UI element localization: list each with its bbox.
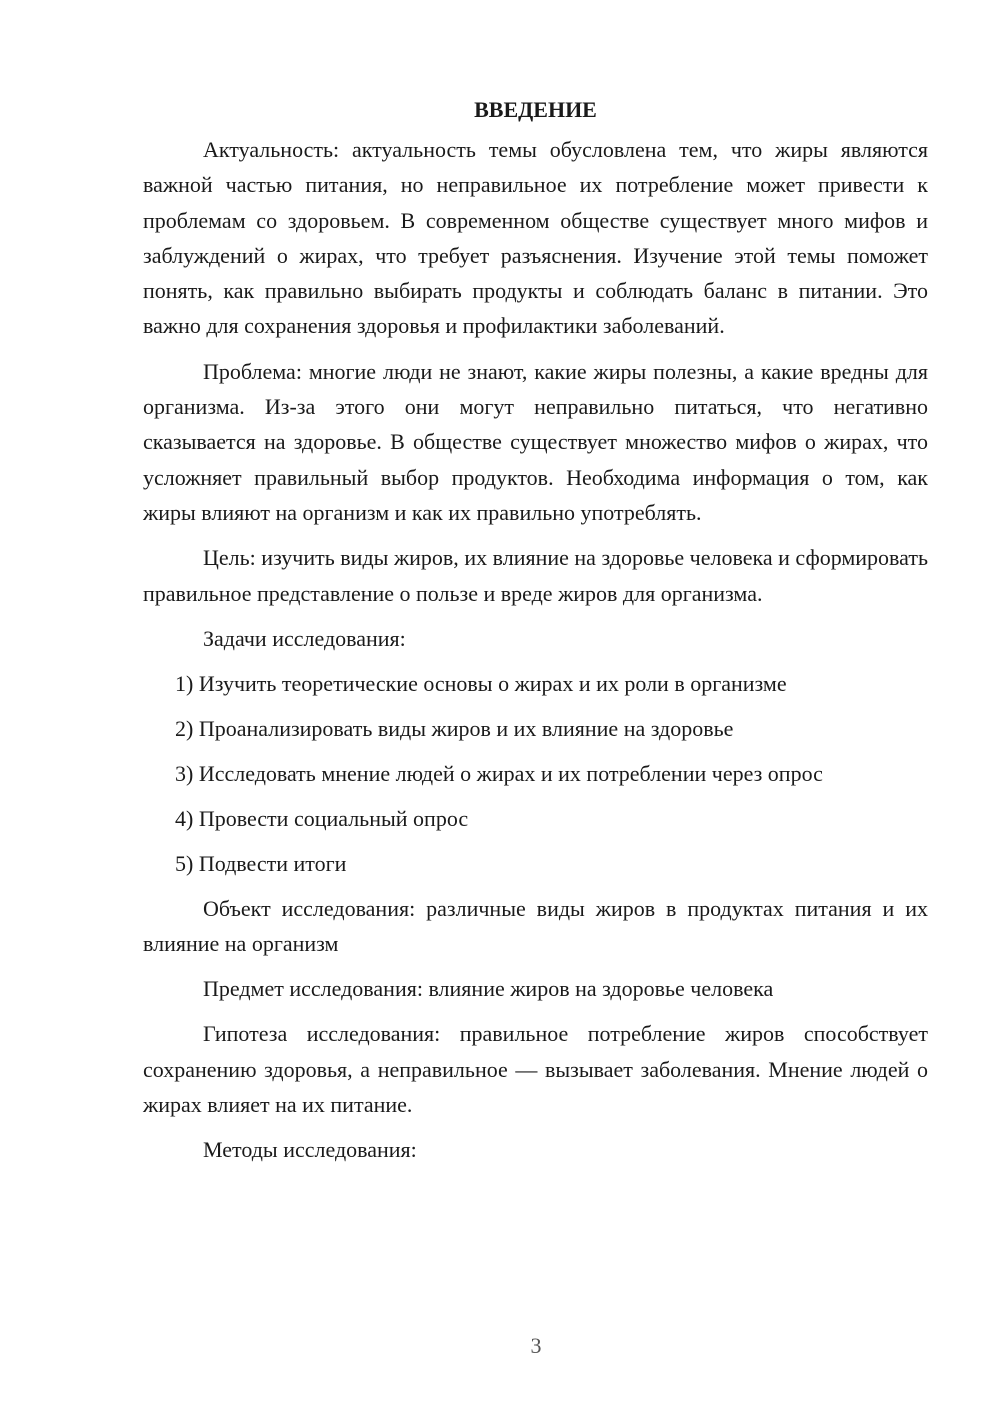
document-page [143, 92, 928, 1177]
goal-paragraph: Цель: изучить виды жиров, их влияние на здоровье человека и сформировать правильное представление о пользе и вреде жиров для организма. [143, 545, 928, 606]
task-item: 5) Подвести итоги [175, 850, 347, 876]
problem-paragraph: Проблема: многие люди не знают, какие жиры полезны, а какие вредны для организма. Из-за этого они могут неправильно питаться, что негативно сказывается на здоровье. В обществе существует множество мифов о жирах, что усложняет правильный выбор продуктов. Необходима информация о том, как жиры влияют на организм и как их правильно употреблять. [143, 358, 928, 525]
task-item: 1) Изучить теоретические основы о жирах и их роли в организме [175, 670, 787, 696]
relevance-paragraph: Актуальность: актуальность темы обусловлена тем, что жиры являются важной частью питания, но неправильное их потребление может привести к проблемам со здоровьем. В современном обществе существует много мифов и заблуждений о жирах, что требует разъяснения. Изучение этой темы поможет понять, как правильно выбирать продукты и соблюдать баланс в питании. Это важно для сохранения здоровья и профилактики заболеваний. [143, 137, 928, 339]
tasks-heading: Задачи исследования: [203, 625, 406, 651]
hypothesis-paragraph: Гипотеза исследования: правильное потребление жиров способствует сохранению здоровья, а неправильное — вызывает заболевания. Мнение людей о жирах влияет на их питание. [143, 1021, 928, 1118]
section-title: ВВЕДЕНИЕ [474, 97, 597, 122]
methods-heading: Методы исследования: [203, 1137, 417, 1163]
tasks-list [143, 666, 928, 881]
subject-paragraph: Предмет исследования: влияние жиров на здоровье человека [203, 976, 774, 1002]
task-item: 4) Провести социальный опрос [175, 805, 469, 831]
task-item: 2) Проанализировать виды жиров и их влияние на здоровье [175, 715, 734, 741]
task-item: 3) Исследовать мнение людей о жирах и их потреблении через опрос [175, 760, 823, 786]
page-number: 3 [530, 1333, 542, 1358]
object-paragraph: Объект исследования: различные виды жиров в продуктах питания и их влияние на организм [143, 895, 928, 957]
